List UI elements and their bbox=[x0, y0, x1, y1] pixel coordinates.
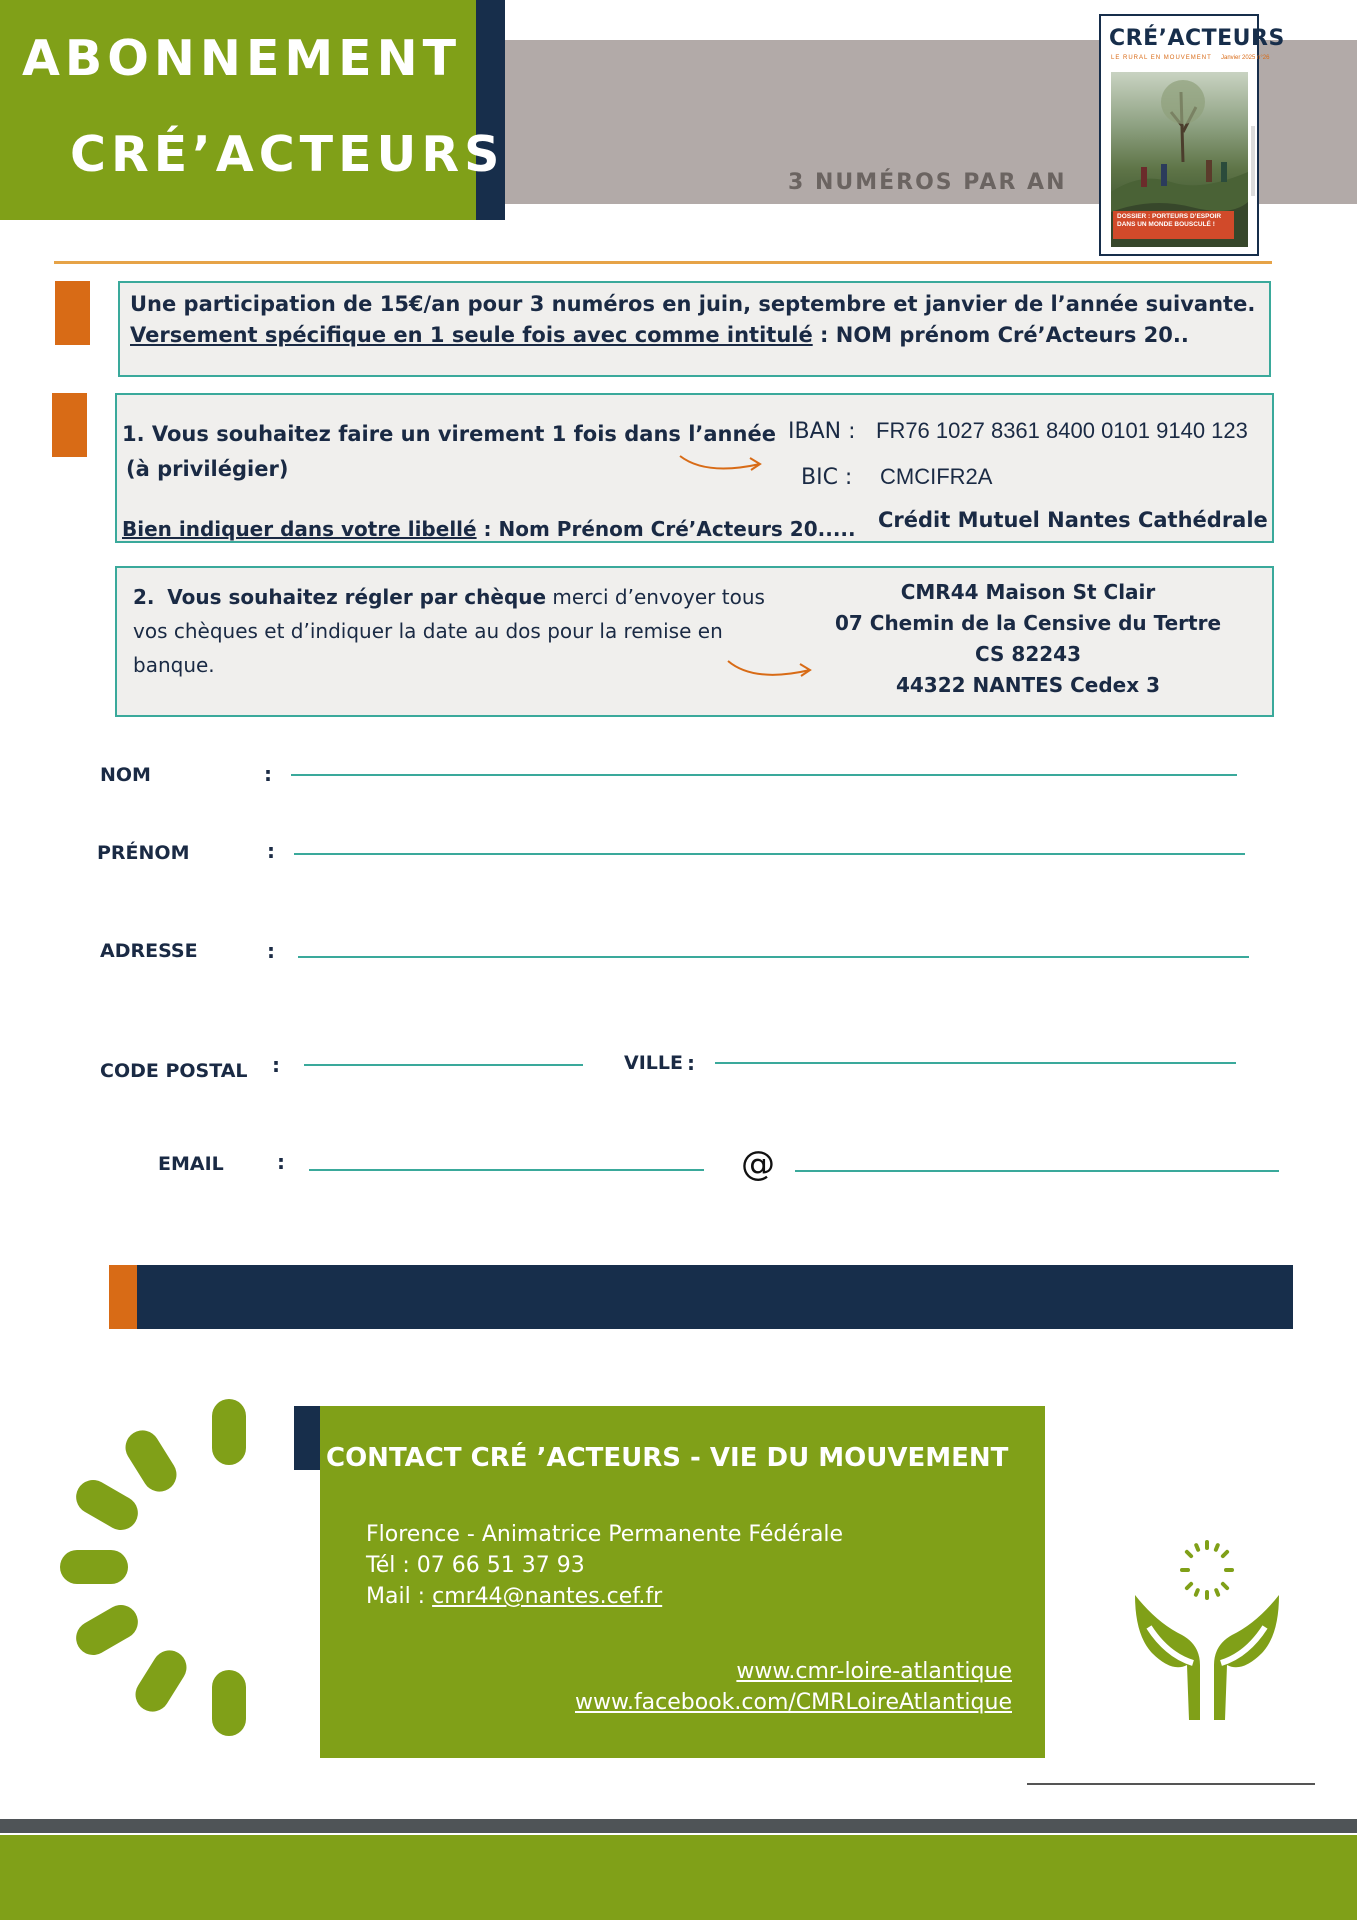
cheque-line-1 bbox=[133, 585, 765, 609]
bank-name: Crédit Mutuel Nantes Cathédrale bbox=[878, 508, 1268, 532]
arrow-right-icon bbox=[676, 448, 766, 478]
info-marker bbox=[55, 281, 90, 345]
cheque-bold: Vous souhaitez régler par chèque bbox=[167, 585, 547, 609]
contact-title: CONTACT CRÉ ’ACTEURS - VIE DU MOUVEMENT bbox=[326, 1443, 1009, 1473]
magazine-cover bbox=[1099, 14, 1285, 256]
title-line-1: ABONNEMENT bbox=[22, 30, 462, 87]
loading-dash-icon bbox=[119, 1424, 183, 1498]
footer-green-band bbox=[0, 1835, 1357, 1920]
mail-link[interactable]: cmr44@nantes.cef.fr bbox=[432, 1584, 663, 1609]
code-postal-label: CODE POSTAL bbox=[100, 1060, 248, 1082]
adresse-field[interactable] bbox=[298, 956, 1249, 958]
ville-field[interactable] bbox=[715, 1062, 1236, 1064]
contact-tel: Tél : 07 66 51 37 93 bbox=[366, 1553, 585, 1578]
adresse-colon: : bbox=[267, 939, 275, 963]
option1-marker bbox=[52, 393, 87, 457]
contact-person: Florence - Animatrice Permanente Fédérale bbox=[366, 1522, 844, 1547]
transfer-line-1: 1. Vous souhaitez faire un virement 1 fois dans l’année bbox=[122, 422, 776, 446]
loading-dash-icon bbox=[129, 1644, 193, 1718]
info-line-2 bbox=[130, 323, 1189, 347]
info-line-2-rest: : NOM prénom Cré’Acteurs 20.. bbox=[812, 323, 1189, 347]
transfer-note-rest: : Nom Prénom Cré’Acteurs 20..... bbox=[476, 517, 856, 541]
address-line-3: CS 82243 bbox=[975, 642, 1081, 666]
iban-label: IBAN : bbox=[788, 419, 856, 444]
signature-rule bbox=[1027, 1783, 1315, 1785]
loading-dash-icon bbox=[70, 1599, 144, 1661]
cover-title: CRÉ’ACTEURS bbox=[1109, 26, 1285, 51]
loading-dash-icon bbox=[212, 1670, 246, 1736]
adresse-label: ADRESSE bbox=[100, 940, 198, 962]
info-line-2-underlined: Versement spécifique en 1 seule fois avec comme intitulé bbox=[130, 323, 813, 347]
cover-banner: DOSSIER : PORTEURS D’ESPOIR DANS UN MONDE BOUSCULÉ ! bbox=[1113, 211, 1234, 239]
prenom-colon: : bbox=[267, 839, 275, 863]
transfer-note-underlined: Bien indiquer dans votre libellé bbox=[122, 517, 477, 541]
cover-issue: Janvier 2025 n°26 bbox=[1221, 55, 1270, 61]
iban-value: FR76 1027 8361 8400 0101 9140 123 bbox=[876, 418, 1248, 443]
address-line-1: CMR44 Maison St Clair bbox=[900, 580, 1156, 604]
mail-label: Mail : bbox=[366, 1584, 433, 1609]
prenom-label: PRÉNOM bbox=[97, 842, 190, 864]
address-line-4: 44322 NANTES Cedex 3 bbox=[895, 673, 1161, 697]
navy-bar bbox=[137, 1265, 1293, 1329]
transfer-note bbox=[122, 517, 856, 541]
cover-subtitle: LE RURAL EN MOUVEMENT bbox=[1111, 55, 1212, 61]
loading-dash-icon bbox=[70, 1474, 144, 1536]
bic-value: CMCIFR2A bbox=[880, 464, 993, 489]
cheque-number: 2. bbox=[133, 585, 155, 609]
email-domain-field[interactable] bbox=[795, 1170, 1279, 1172]
website-link[interactable]: www.cmr-loire-atlantique bbox=[736, 1659, 1012, 1684]
plant-logo-icon bbox=[1127, 1535, 1287, 1725]
code-postal-field[interactable] bbox=[304, 1064, 583, 1066]
contact-mail bbox=[366, 1584, 662, 1609]
issues-per-year: 3 NUMÉROS PAR AN bbox=[788, 170, 1067, 195]
transfer-line-2: (à privilégier) bbox=[126, 457, 289, 481]
title-line-2: CRÉ’ACTEURS bbox=[70, 126, 505, 183]
cheque-line-2: vos chèques et d’indiquer la date au dos pour la remise en bbox=[133, 619, 723, 643]
code-postal-colon: : bbox=[272, 1053, 280, 1077]
ville-label: VILLE bbox=[624, 1052, 683, 1074]
nom-colon: : bbox=[264, 762, 272, 786]
facebook-link[interactable]: www.facebook.com/CMRLoireAtlantique bbox=[574, 1690, 1012, 1715]
at-sign: @ bbox=[741, 1144, 775, 1184]
divider-rule bbox=[54, 261, 1272, 264]
bar-orange-tab bbox=[109, 1265, 137, 1329]
cover-spine-text bbox=[1251, 126, 1255, 196]
address-line-2: 07 Chemin de la Censive du Tertre bbox=[834, 611, 1222, 635]
loading-dash-icon bbox=[60, 1550, 128, 1584]
title-accent-bar bbox=[476, 0, 505, 220]
loading-dash-icon bbox=[212, 1399, 246, 1465]
ville-colon: : bbox=[687, 1051, 695, 1075]
bic-label: BIC : bbox=[801, 465, 853, 490]
email-user-field[interactable] bbox=[309, 1169, 704, 1171]
cheque-rest-1: merci d’envoyer tous bbox=[546, 585, 765, 609]
email-label: EMAIL bbox=[158, 1153, 224, 1175]
cheque-line-3: banque. bbox=[133, 653, 215, 677]
footer-grey-stripe bbox=[0, 1819, 1357, 1833]
nom-field[interactable] bbox=[291, 774, 1237, 776]
contact-accent bbox=[294, 1406, 320, 1470]
prenom-field[interactable] bbox=[294, 853, 1245, 855]
info-line-1: Une participation de 15€/an pour 3 numéros en juin, septembre et janvier de l’année suivante. bbox=[130, 292, 1256, 316]
email-colon: : bbox=[277, 1150, 285, 1174]
nom-label: NOM bbox=[100, 764, 151, 786]
